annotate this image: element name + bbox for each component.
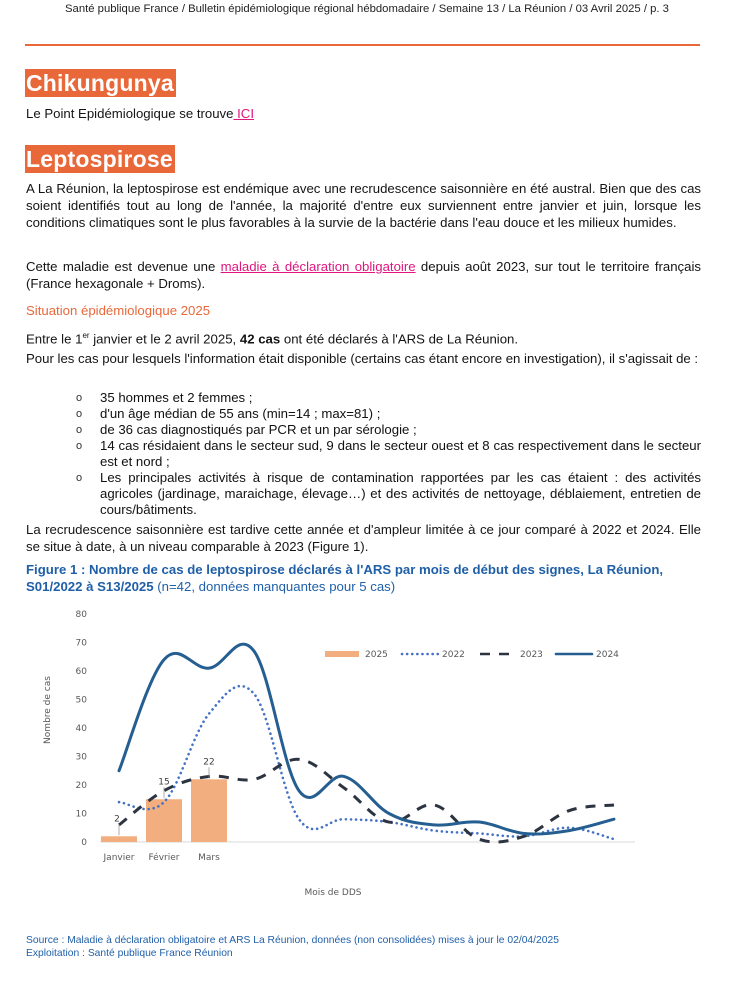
legend-label: 2023 (520, 650, 543, 660)
chikungunya-text (26, 105, 701, 122)
y-tick-label: 50 (75, 695, 87, 706)
legend-swatch-2025 (325, 651, 359, 657)
chikungunya-sentence: Le Point Epidémiologique se trouve (26, 106, 234, 121)
list-item (76, 406, 701, 422)
conclusion-paragraph: La recrudescence saisonnière est tardive cette année et d'ampleur limitée à ce jour comparé à 2022 et 2024. Elle se situe à date, à un niveau comparable à 2023 (Figure 1). (26, 522, 701, 554)
y-tick-label: 70 (75, 638, 87, 649)
section-title-chikungunya: Chikungunya (26, 70, 174, 96)
cases-text-1: Entre le 1 (26, 331, 83, 347)
leptospirose-chart (0, 595, 734, 925)
ici-link[interactable]: ICI (233, 106, 254, 121)
bar-2025 (101, 836, 137, 842)
subheading-situation: Situation épidémiologique 2025 (26, 303, 211, 318)
bullet-icon: o (76, 472, 83, 484)
list-item (76, 438, 701, 470)
figure-source (26, 934, 559, 960)
cases-text-2: janvier et le 2 avril 2025, (89, 331, 240, 347)
list-item (76, 422, 701, 438)
figure-caption-note: (n=42, données manquantes pour 5 cas) (153, 579, 396, 594)
bar-2025 (146, 799, 182, 842)
bar-2025 (191, 779, 227, 842)
bullet-icon: o (76, 408, 83, 420)
legend-label: 2022 (442, 650, 465, 660)
figure-caption-title: Figure 1 : Nombre de cas de leptospirose déclarés à l'ARS par mois de début des signes, La Réunion, S01/2022 à S13/2025 (26, 562, 664, 594)
list-item-text: Les principales activités à risque de contamination rapportées par les cas étaient : des activités agricoles (jardinage, maraichage, élevage…) et des activités de nettoyage, déblaiement, entretien de cours/bâtiments. (100, 470, 701, 517)
info-paragraph: Pour les cas pour lesquels l'information était disponible (certains cas étant encore en investigation), il s'agissait de : (26, 351, 699, 366)
cases-text-3: ont été déclarés à l'ARS de La Réunion. (280, 331, 519, 347)
bullet-icon: o (76, 392, 83, 404)
figure-caption (26, 561, 706, 595)
bullet-icon: o (76, 424, 83, 436)
running-header: Santé publique France / Bulletin épidémiologique régional hébdomadaire / Semaine 13 / La Réunion / 03 Avril 2025 / p. 3 (65, 3, 669, 15)
list-item (76, 470, 701, 518)
cases-summary (26, 327, 701, 347)
y-tick-label: 0 (81, 838, 87, 848)
y-tick-label: 60 (75, 667, 87, 677)
case-characteristics-list (76, 390, 701, 518)
y-axis-label: Nombre de cas (43, 676, 53, 744)
list-item-text: 14 cas résidaient dans le secteur sud, 9 dans le secteur ouest et 8 cas respectivement dans le secteur est et nord ; (100, 438, 701, 469)
x-axis-label: Mois de DDS (304, 888, 362, 898)
x-tick-label: Mars (198, 853, 220, 863)
y-tick-label: 40 (75, 724, 87, 734)
exploitation-line: Exploitation : Santé publique France Réunion (26, 948, 233, 959)
list-item-text: d'un âge médian de 55 ans (min=14 ; max=81) ; (100, 406, 381, 421)
x-tick-label: Janvier (103, 853, 135, 863)
list-item-text: de 36 cas diagnostiqués par PCR et un par sérologie ; (100, 422, 417, 437)
mdo-text-before: Cette maladie est devenue une (26, 259, 221, 274)
legend-label: 2024 (596, 650, 619, 660)
mdo-paragraph (26, 258, 701, 292)
x-tick-label: Février (148, 853, 180, 863)
cases-count: 42 cas (239, 331, 281, 347)
section-title-leptospirose: Leptospirose (26, 146, 173, 172)
mdo-link[interactable]: maladie à déclaration obligatoire (220, 259, 416, 274)
list-item-text: 35 hommes et 2 femmes ; (100, 390, 253, 405)
legend-label: 2025 (365, 650, 388, 660)
y-tick-label: 10 (75, 809, 87, 820)
mdo-text-after: depuis août 2023, sur tout le territoire français (France hexagonale + Droms). (26, 259, 702, 291)
header-divider (25, 44, 700, 46)
leptospirose-intro: A La Réunion, la leptospirose est endémique avec une recrudescence saisonnière en été austral. Bien que des cas soient identifiés tout au long de l'année, la majorité d'entre eux surviennent entre janvier et juin, lorsque les conditions climatiques sont le plus favorables à la survie de la bactérie dans l'eau douce et les milieux humides. (26, 181, 701, 230)
y-tick-label: 30 (75, 752, 87, 763)
list-item (76, 390, 701, 406)
data-label: 2 (114, 814, 120, 825)
data-label: 22 (203, 757, 215, 768)
y-tick-label: 20 (75, 781, 87, 791)
cases-sup: er (82, 331, 90, 340)
y-tick-label: 80 (75, 610, 87, 620)
bullet-icon: o (76, 440, 83, 452)
source-line: Source : Maladie à déclaration obligatoire et ARS La Réunion, données (non consolidées) mises à jour le 02/04/2025 (26, 935, 559, 946)
data-label: 15 (158, 777, 170, 788)
